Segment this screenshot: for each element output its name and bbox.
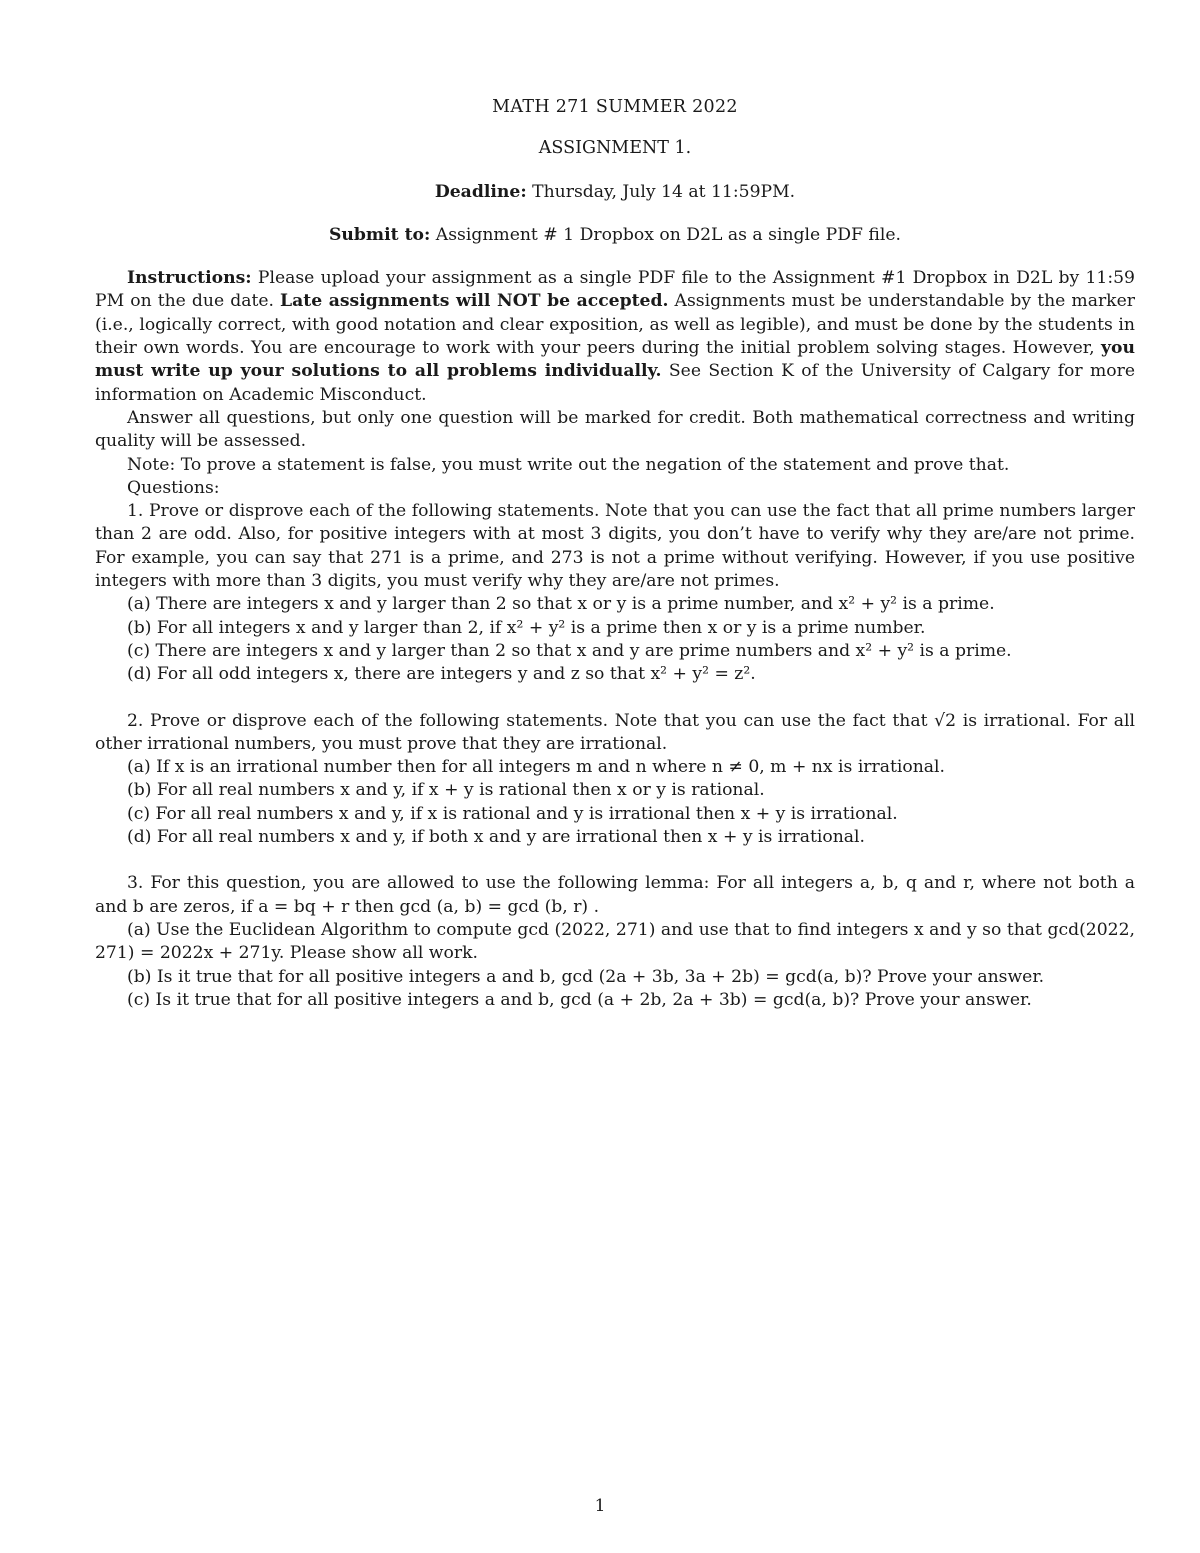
spacer — [95, 849, 1135, 872]
spacer — [95, 687, 1135, 710]
question-1a: (a) There are integers x and y larger than 2 so that x or y is a prime number, and x² + y² is a prime. — [127, 594, 995, 615]
question-1c: (c) There are integers x and y larger than 2 so that x and y are prime numbers and x² + y² is a prime. — [127, 640, 1012, 661]
submit-label: Submit to: — [329, 224, 431, 245]
note-paragraph: Note: To prove a statement is false, you must write out the negation of the statement and prove that. — [127, 454, 1010, 475]
answer-all-paragraph: Answer all questions, but only one question will be marked for credit. Both mathematical correctness and writing quality will be assessed. — [95, 407, 1135, 452]
instructions-part2: Assignments must be understandable by the marker (i.e., logically correct, with good notation and clear exposition, as well as legible), and must be done by the students in their own words. You are encourage to work with your peers during the initial problem solving stages. However, — [95, 291, 1135, 359]
instructions-label: Instructions: — [127, 268, 252, 289]
deadline-line — [95, 181, 1135, 204]
deadline-value: Thursday, July 14 at 11:59PM. — [526, 181, 796, 202]
question-2a: (a) If x is an irrational number then for all integers m and n where n ≠ 0, m + nx is irrational. — [127, 757, 946, 778]
question-1d: (d) For all odd integers x, there are integers y and z so that x² + y² = z². — [127, 664, 756, 685]
question-3a: (a) Use the Euclidean Algorithm to compute gcd (2022, 271) and use that to find integers x and y so that gcd(2022, 271) = 2022x + 271y. Please show all work. — [95, 919, 1135, 964]
instructions-part1: Please upload your assignment as a single PDF file to the Assignment #1 Dropbox in D2L by 11:59 PM on the due date. — [95, 268, 1135, 312]
submit-line — [95, 224, 1135, 247]
question-3c: (c) Is it true that for all positive integers a and b, gcd (a + 2b, 2a + 3b) = gcd(a, b)? Prove your answer. — [127, 989, 1032, 1010]
questions-label: Questions: — [127, 477, 220, 498]
individual-work-notice: you must write up your solutions to all problems individually. — [95, 338, 1135, 382]
question-2c: (c) For all real numbers x and y, if x is rational and y is irrational then x + y is irrational. — [127, 803, 898, 824]
question-2-intro: 2. Prove or disprove each of the following statements. Note that you can use the fact that √2 is irrational. For all other irrational numbers, you must prove that they are irrational. — [95, 710, 1135, 754]
question-1-intro: 1. Prove or disprove each of the following statements. Note that you can use the fact that all prime numbers larger than 2 are odd. Also, for positive integers with at most 3 digits, you don’t have to verify why they are/are not prime. For example, you can say that 271 is a prime, and 273 is not a prime without verifying. However, if you use positive integers with more than 3 digits, you must verify why they are/are not primes. — [95, 501, 1135, 592]
instructions-part3: See Section K of the University of Calgary for more information on Academic Misconduct. — [95, 361, 1135, 405]
instructions-paragraph — [95, 267, 1135, 407]
question-1b: (b) For all integers x and y larger than 2, if x² + y² is a prime then x or y is a prime number. — [127, 617, 926, 638]
question-3-intro: 3. For this question, you are allowed to use the following lemma: For all integers a, b, q and r, where not both a and b are zeros, if a = bq + r then gcd (a, b) = gcd (b, r) . — [95, 873, 1135, 917]
course-title: MATH 271 SUMMER 2022 — [492, 97, 738, 117]
late-assignments-notice: Late assignments will NOT be accepted. — [280, 291, 669, 312]
deadline-label: Deadline: — [434, 181, 527, 202]
question-2d: (d) For all real numbers x and y, if both x and y are irrational then x + y is irrational. — [127, 827, 865, 848]
assignment-title: ASSIGNMENT 1. — [538, 138, 692, 159]
document-page — [95, 96, 1135, 1012]
page-number: 1 — [594, 1496, 606, 1516]
question-2b: (b) For all real numbers x and y, if x + y is rational then x or y is rational. — [127, 780, 765, 801]
question-3b: (b) Is it true that for all positive integers a and b, gcd (2a + 3b, 3a + 2b) = gcd(a, b)? Prove your answer. — [127, 966, 1045, 987]
submit-value: Assignment # 1 Dropbox on D2L as a single PDF file. — [430, 224, 901, 245]
